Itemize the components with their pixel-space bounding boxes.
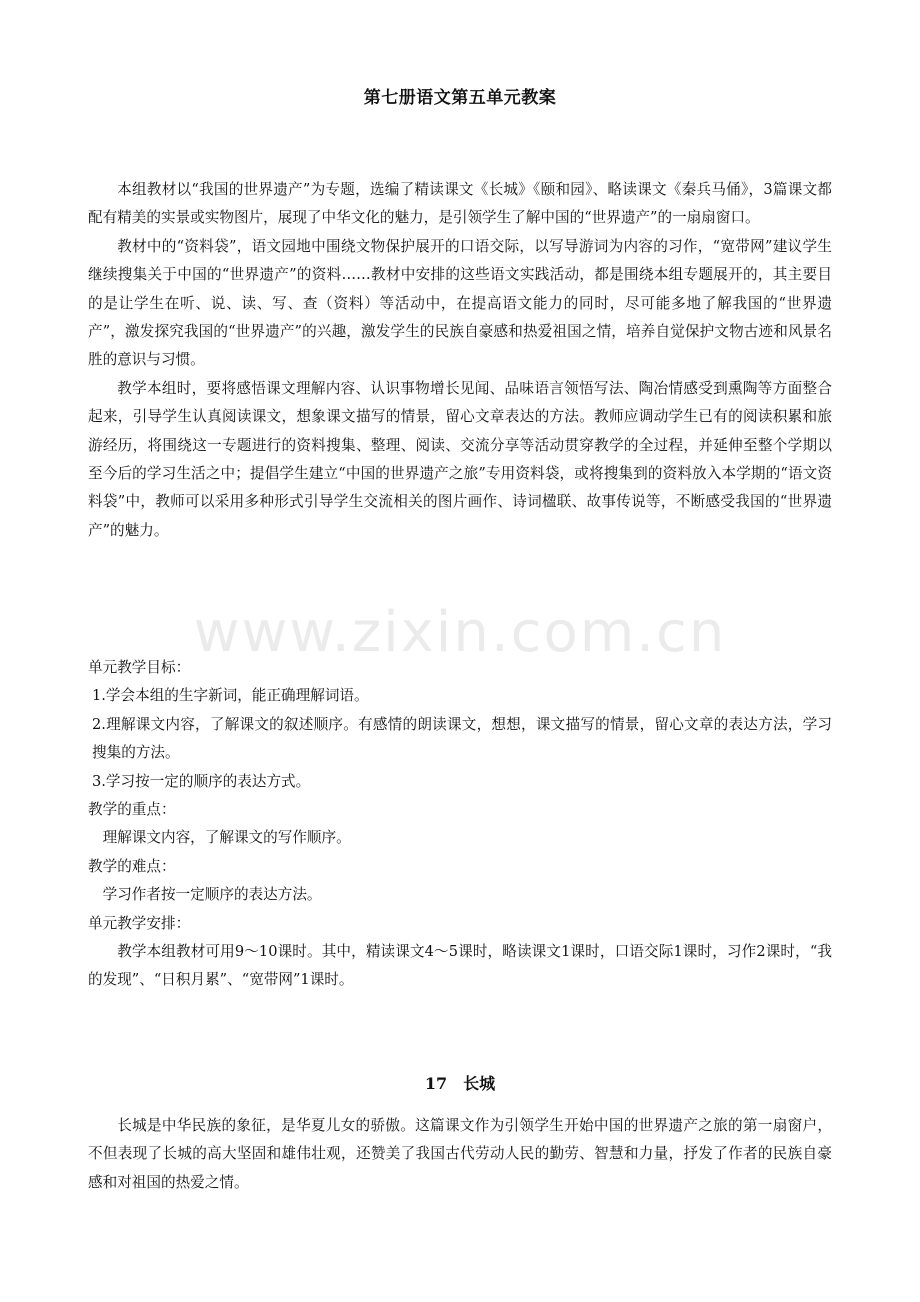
- watermark: www.zixin.com.cn: [193, 600, 727, 665]
- key-text: 理解课文内容，了解课文的写作顺序。: [102, 829, 351, 847]
- schedule-text: 教学本组教材可用9～10课时。其中，精读课文4～5课时，略读课文1课时，口语交际1课时，习作2课时，“我的发现”、“日积月累”、“宽带网”1课时。: [88, 943, 832, 989]
- difficulty-heading: 教学的难点：: [88, 857, 176, 875]
- intro-paragraph-3: 教学本组时，要将感悟课文理解内容、认识事物增长见闻、品味语言领悟写法、陶冶情感受到熏陶等方面整合起来，引导学生认真阅读课文，想象课文描写的情景，留心文章表达的方法。教师应调动学生已有的阅读积累和旅游经历，将围绕这一专题进行的资料搜集、整理、阅读、交流分享等活动贯穿教学的全过程，并延伸至整个学期以至今后的学习生活之中；提倡学生建立“中国的世界遗产之旅”专用资料袋，或将搜集到的资料放入本学期的“语文资料袋”中，教师可以采用多种形式引导学生交流相关的图片画作、诗词楹联、故事传说等，不断感受我国的“世界遗产”的魅力。: [88, 379, 832, 539]
- intro-section: [88, 176, 832, 545]
- difficulty-text: 学习作者按一定顺序的表达方法。: [102, 886, 322, 904]
- lesson-title: 17 长城: [424, 1074, 496, 1093]
- lesson-intro: 长城是中华民族的象征，是华夏儿女的骄傲。这篇课文作为引领学生开始中国的世界遗产之旅的第一扇窗户，不但表现了长城的高大坚固和雄伟壮观，还赞美了我国古代劳动人民的勤劳、智慧和力量，抒发了作者的民族自豪感和对祖国的热爱之情。: [88, 1117, 832, 1191]
- intro-paragraph-2: 教材中的“资料袋”，语文园地中围绕文物保护展开的口语交际，以写导游词为内容的习作，“宽带网”建议学生继续搜集关于中国的“世界遗产”的资料……教材中安排的这些语文实践活动，都是围绕本组专题展开的，其主要目的是让学生在听、说、读、写、查（资料）等活动中，在提高语文能力的同时，尽可能多地了解我国的“世界遗产”，激发探究我国的“世界遗产”的兴趣，激发学生的民族自豪感和热爱祖国之情，培养自觉保护文物古迹和风景名胜的意识与习惯。: [88, 237, 832, 369]
- goal-item-1: 1.学会本组的生字新词，能正确理解词语。: [92, 687, 369, 705]
- goals-section: [88, 654, 832, 995]
- key-heading: 教学的重点：: [88, 801, 176, 819]
- goal-item-3: 3.学习按一定的顺序的表达方式。: [92, 772, 311, 790]
- document-title: 第七册语文第五单元教案: [363, 88, 557, 108]
- lesson-section: [88, 1112, 832, 1197]
- goal-item-2: 2.理解课文内容，了解课文的叙述顺序。有感情的朗读课文，想想，课文描写的情景，留心文章的表达方法，学习搜集的方法。: [92, 715, 832, 762]
- intro-paragraph-1: 本组教材以“我国的世界遗产”为专题，选编了精读课文《长城》《颐和园》、略读课文《秦兵马俑》，3篇课文都配有精美的实景或实物图片，展现了中华文化的魅力，是引领学生了解中国的“世界遗产”的一扇扇窗口。: [88, 181, 832, 227]
- schedule-heading: 单元教学安排：: [88, 914, 191, 932]
- goals-heading: 单元教学目标：: [88, 659, 191, 676]
